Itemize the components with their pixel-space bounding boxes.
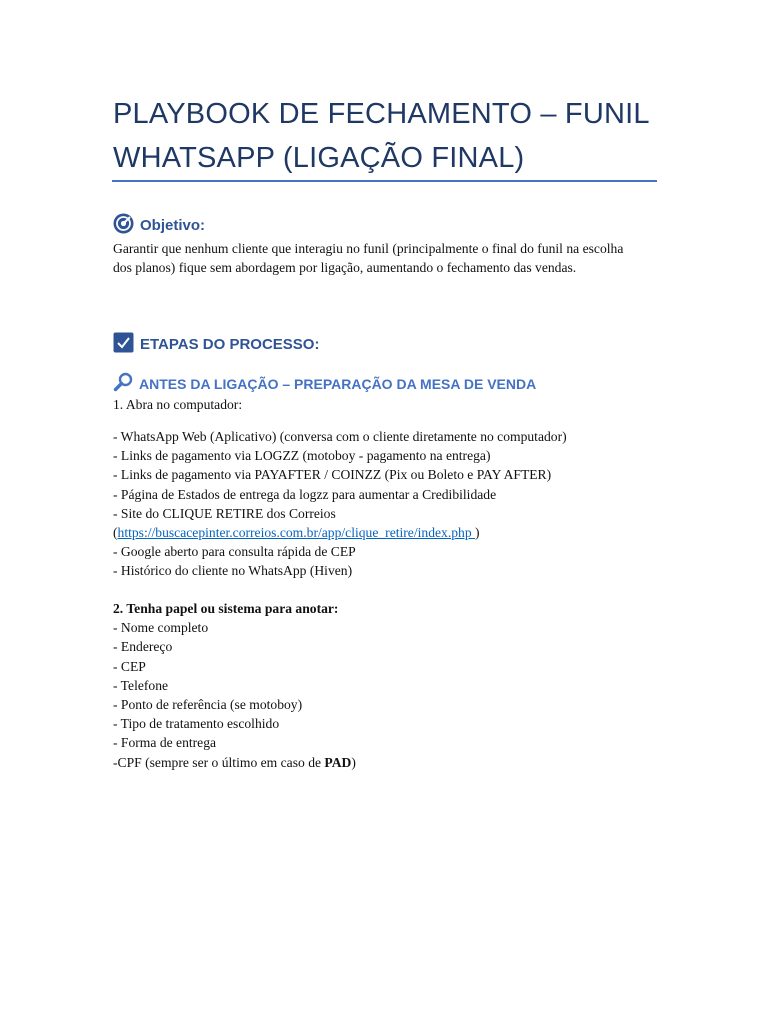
tools-list bbox=[113, 427, 673, 581]
list-item: - Links de pagamento via PAYAFTER / COINZZ (Pix ou Boleto e PAY AFTER) bbox=[113, 467, 552, 483]
list-item: - WhatsApp Web (Aplicativo) (conversa com o cliente diretamente no computador) bbox=[113, 429, 567, 444]
step1-label bbox=[113, 395, 673, 414]
clique-retire-link[interactable]: https://buscacepinter.correios.com.br/app/clique_retire/index.php bbox=[117, 525, 476, 541]
list-item: - CEP bbox=[113, 658, 146, 674]
cpf-close: ) bbox=[351, 754, 356, 770]
objetivo-text: Garantir que nenhum cliente que interagiu no funil (principalmente o final do funil na escolha dos planos) fique sem abordagem por ligação, aumentando o fechamento das vendas. bbox=[113, 241, 624, 276]
list-item: - Links de pagamento via LOGZZ (motoboy - pagamento na entrega) bbox=[113, 448, 491, 464]
list-item: - Site do CLIQUE RETIRE dos Correios bbox=[113, 505, 336, 521]
list-item: - Página de Estados de entrega da logzz para aumentar a Credibilidade bbox=[113, 486, 497, 502]
step2-label-text: 2. Tenha papel ou sistema para anotar: bbox=[113, 601, 339, 616]
link-line bbox=[113, 523, 673, 542]
etapas-heading-text: ETAPAS DO PROCESSO: bbox=[140, 336, 320, 353]
link-open-paren: ( bbox=[113, 525, 118, 541]
list-item: - Nome completo bbox=[113, 620, 209, 636]
objetivo-heading-text: Objetivo: bbox=[140, 217, 206, 234]
antes-heading-text: ANTES DA LIGAÇÃO – PREPARAÇÃO DA MESA DE VENDA bbox=[139, 375, 537, 392]
magnifier-icon bbox=[113, 372, 133, 395]
target-icon bbox=[113, 213, 134, 238]
page-title: PLAYBOOK DE FECHAMENTO – FUNIL WHATSAPP (LIGAÇÃO FINAL) bbox=[113, 98, 649, 174]
antes-heading bbox=[113, 372, 536, 395]
list-item: - Telefone bbox=[113, 677, 169, 693]
etapas-heading bbox=[113, 332, 319, 357]
list-item: - Google aberto para consulta rápida de CEP bbox=[113, 544, 356, 560]
checkbox-icon bbox=[113, 332, 134, 357]
list-item-cpf bbox=[113, 753, 673, 772]
cpf-text: -CPF (sempre ser o último em caso de bbox=[113, 754, 325, 770]
list-item: - Ponto de referência (se motoboy) bbox=[113, 697, 303, 713]
notes-list bbox=[113, 599, 673, 772]
link-close-paren: ) bbox=[475, 525, 480, 541]
step2-label bbox=[113, 599, 673, 618]
step1-label-text: 1. Abra no computador: bbox=[113, 397, 243, 412]
list-item: - Histórico do cliente no WhatsApp (Hiven) bbox=[113, 563, 353, 579]
list-item: - Forma de entrega bbox=[113, 735, 217, 751]
title-divider bbox=[112, 180, 657, 182]
pad-text: PAD bbox=[324, 754, 352, 770]
list-item: - Tipo de tratamento escolhido bbox=[113, 716, 280, 732]
objetivo-heading bbox=[113, 213, 205, 238]
list-item: - Endereço bbox=[113, 639, 173, 655]
